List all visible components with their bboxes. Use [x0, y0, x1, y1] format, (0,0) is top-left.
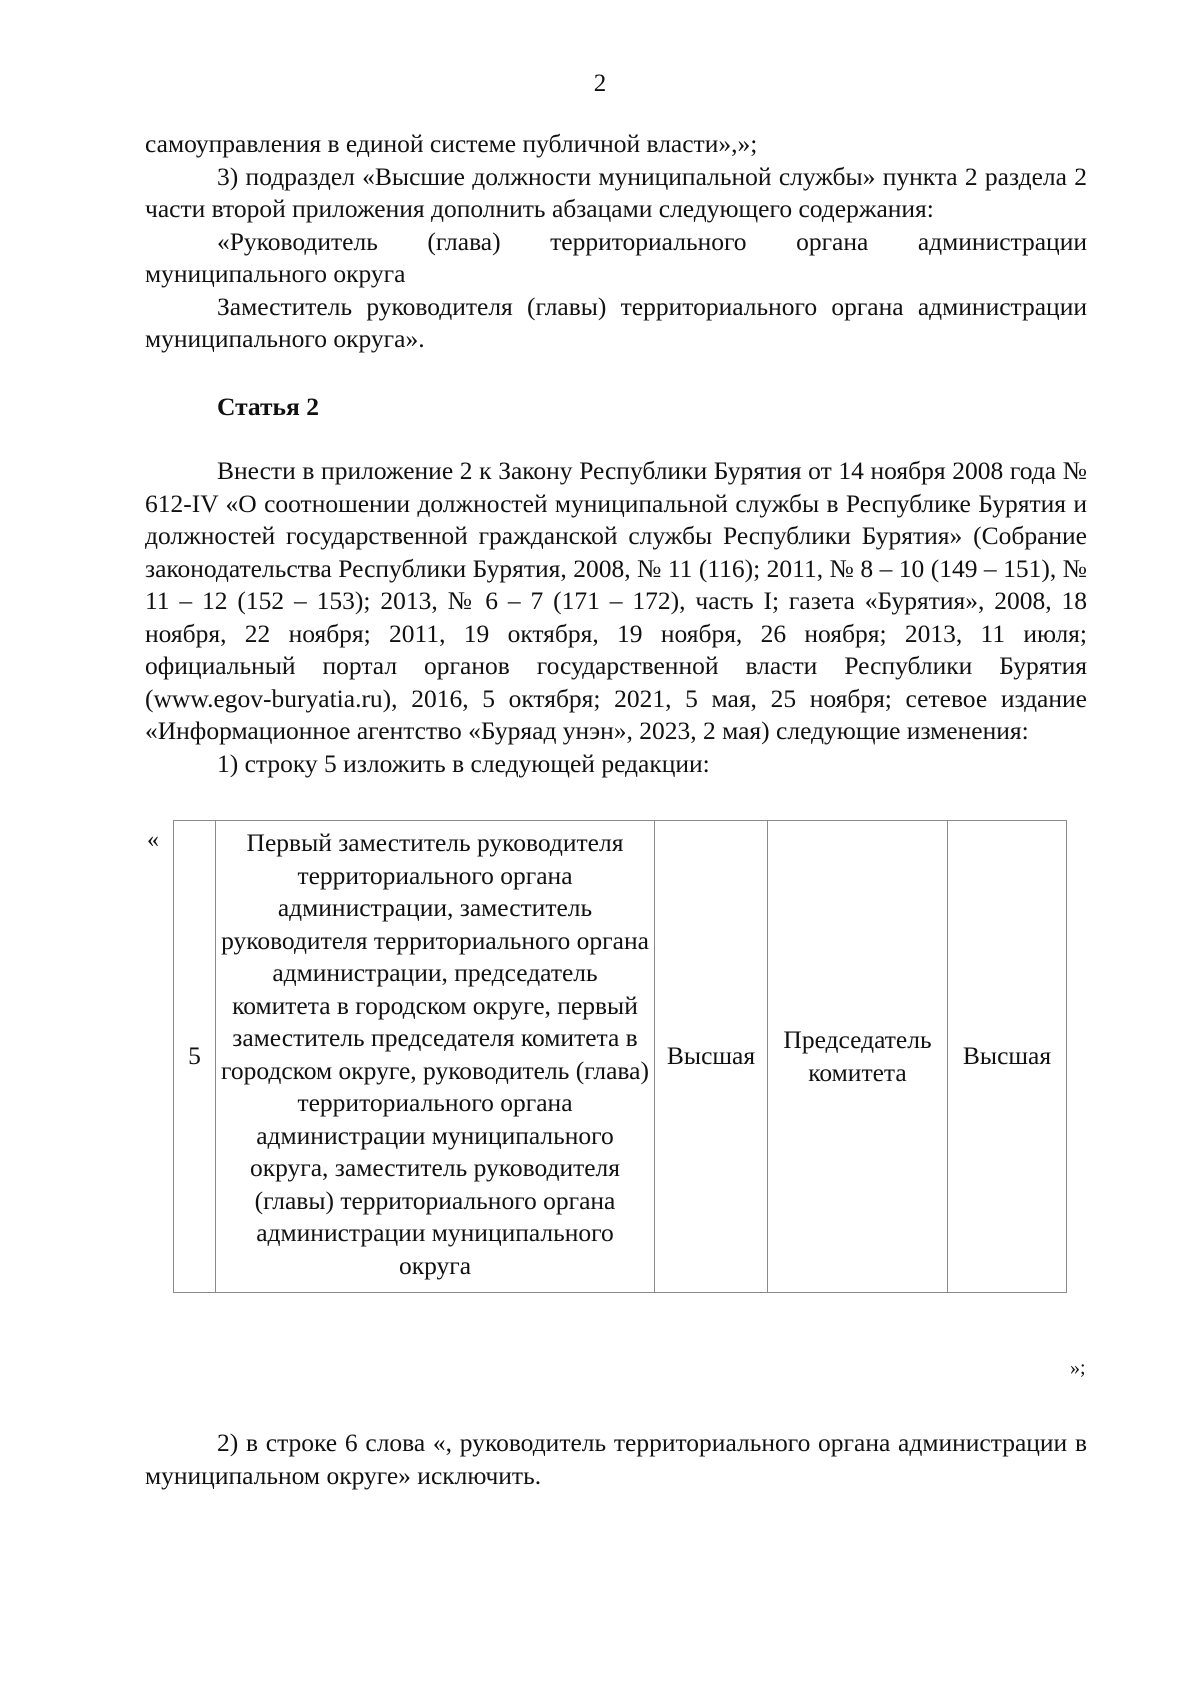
- table-row: [174, 821, 1067, 1293]
- civil-position-cell: Председатель комитета: [768, 821, 948, 1293]
- close-quote: »;: [1070, 1357, 1086, 1379]
- paragraph: самоуправления в единой системе публичной власти»,»;: [145, 129, 758, 158]
- paragraph: 2) в строке 6 слова «, руководитель территориального органа администрации в муниципальном округе» исключить.: [145, 1428, 1087, 1490]
- document-body: [145, 128, 1087, 1492]
- page-number: 2: [593, 70, 607, 97]
- amendment-table: [173, 820, 1067, 1293]
- row-number-cell: 5: [174, 821, 216, 1293]
- article-heading: Статья 2: [217, 391, 319, 421]
- group-cell: Высшая: [655, 821, 768, 1293]
- position-cell: Первый заместитель руководителя территориального органа администрации, заместитель руководителя территориального органа администрации, председатель комитета в городском округе, первый заместитель председателя комитета в городском округе, руководитель (глава) территориального органа администрации муниципального округа, заместитель руководителя (главы) территориального органа администрации муниципального округа: [216, 821, 655, 1293]
- paragraph: «Руководитель (глава) территориального органа администрации муниципального округа: [145, 226, 1087, 288]
- paragraph: 3) подраздел «Высшие должности муниципальной службы» пункта 2 раздела 2 части второй приложения дополнить абзацами следующего содержания:: [145, 161, 1087, 223]
- civil-group-cell: Высшая: [948, 821, 1067, 1293]
- paragraph: Внести в приложение 2 к Закону Республики Бурятия от 14 ноября 2008 года № 612-IV «О соотношении должностей муниципальной службы в Республике Бурятия и должностей государственной гражданской службы Республики Бурятия» (Собрание законодательства Республики Бурятия, 2008, № 11 (116); 2011, № 8 – 10 (149 – 151), № 11 – 12 (152 – 153); 2013, № 6 – 7 (171 – 172), часть I; газета «Бурятия», 2008, 18 ноября, 22 ноября; 2011, 19 октября, 19 ноября, 26 ноября; 2013, 11 июля; официальный портал органов государственной власти Республики Бурятия (www.egov-buryatia.ru), 2016, 5 октября; 2021, 5 мая, 25 ноября; сетевое издание «Информационное агентство «Буряад унэн», 2023, 2 мая) следующие изменения:: [145, 456, 1087, 745]
- paragraph: 1) строку 5 изложить в следующей редакции:: [217, 748, 710, 778]
- paragraph: Заместитель руководителя (главы) территориального органа администрации муниципального округа».: [145, 291, 1087, 353]
- open-quote: «: [147, 827, 159, 853]
- amendment-table-block: [145, 820, 1087, 1387]
